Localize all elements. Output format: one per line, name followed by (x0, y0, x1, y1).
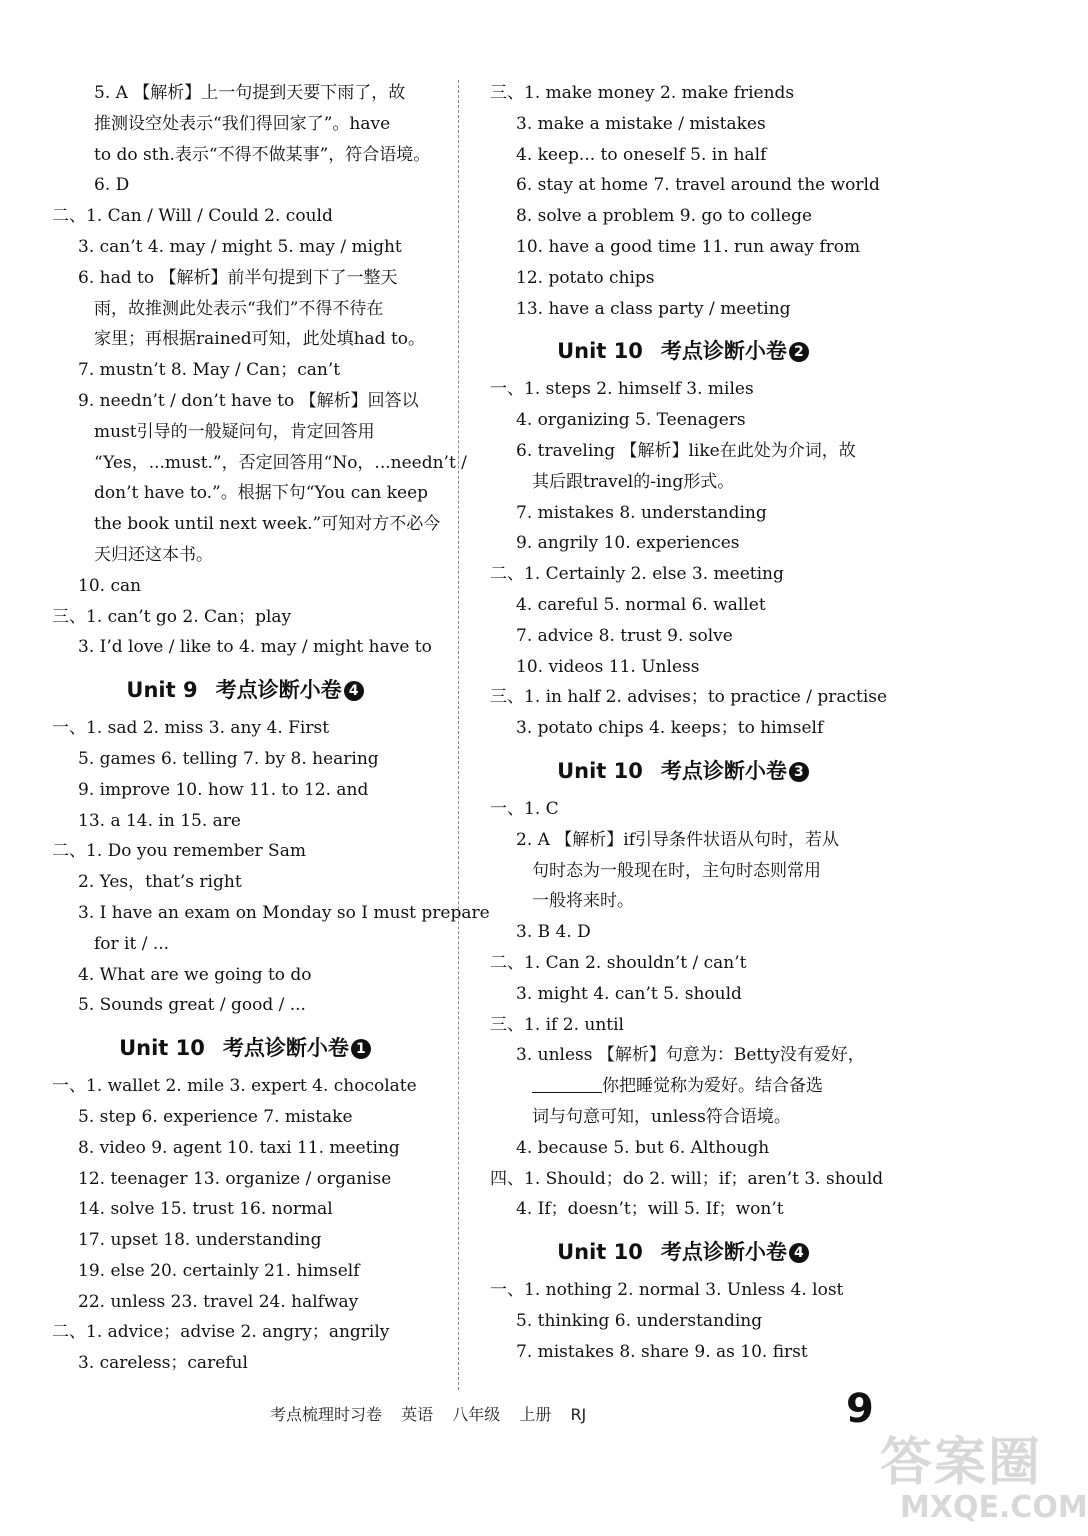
answer-text: 二、1. advice；advise 2. angry；angrily (52, 1322, 390, 1343)
left-column (40, 78, 490, 1379)
answer-line (478, 794, 888, 825)
answer-line (40, 713, 450, 744)
answer-text: 3. make a mistake / mistakes (516, 113, 766, 134)
footer-volume: 上册 (519, 1405, 552, 1424)
answer-line (40, 294, 450, 325)
quiz-title: 考点诊断小卷 (215, 678, 342, 703)
answer-line (478, 1306, 888, 1337)
answer-text: 17. upset 18. understanding (78, 1230, 322, 1251)
answer-text: 8. solve a problem 9. go to college (516, 206, 813, 227)
answer-text: 4. If；doesn’t；will 5. If；won’t (516, 1199, 784, 1220)
answer-line (478, 1164, 888, 1195)
answer-line (40, 806, 450, 837)
answer-text: 9. improve 10. how 11. to 12. and (78, 779, 369, 800)
column-divider (458, 80, 459, 1390)
answer-line (478, 1010, 888, 1041)
answer-line (478, 652, 888, 683)
answer-line (478, 78, 888, 109)
answer-line (40, 836, 450, 867)
watermark-logo (870, 1420, 1088, 1530)
answer-line (40, 448, 467, 479)
answer-line (478, 140, 888, 171)
answer-text: 推测设空处表示“我们得回家了”。have (94, 113, 391, 134)
answer-text: 家里；再根据rained可知，此处填had to。 (94, 329, 426, 350)
answer-line (478, 886, 888, 917)
quiz-number-badge: 4 (789, 1243, 809, 1263)
answer-text: 5. A 【解析】上一句提到天要下雨了，故 (94, 83, 406, 103)
answer-line (478, 559, 888, 590)
answer-text: 13. have a class party / meeting (516, 298, 791, 319)
answer-text: 10. videos 11. Unless (516, 656, 700, 677)
unit-heading (478, 1231, 888, 1273)
answer-line (478, 948, 888, 979)
answer-text: 雨，故推测此处表示“我们”不得不待在 (94, 298, 384, 319)
answer-line (40, 990, 450, 1021)
answer-line (478, 1133, 888, 1164)
quiz-number-badge: 1 (351, 1039, 371, 1059)
answer-line (40, 1348, 450, 1379)
footer (270, 1402, 600, 1425)
answer-text: 词与句意可知，unless符合语境。 (532, 1106, 791, 1127)
answer-text: 9. angrily 10. experiences (516, 533, 740, 554)
quiz-title: 考点诊断小卷 (660, 1240, 787, 1265)
answer-line (40, 170, 450, 201)
answer-line (40, 386, 450, 417)
answer-text: 句时态为一般现在时，主句时态则常用 (532, 860, 821, 881)
answer-line (478, 232, 888, 263)
answer-text: 19. else 20. certainly 21. himself (78, 1260, 360, 1281)
answer-text: 三、1. make money 2. make friends (490, 83, 795, 103)
page-number: 9 (846, 1386, 874, 1432)
answer-line (40, 1317, 450, 1348)
answer-text: 4. careful 5. normal 6. wallet (516, 594, 766, 615)
watermark-text-top: 答案圈 (880, 1433, 1043, 1493)
answer-line (478, 1040, 888, 1071)
answer-line (478, 294, 888, 325)
answer-text: 3. I have an exam on Monday so I must prepare (78, 902, 490, 923)
answer-text: 3. B 4. D (516, 922, 591, 943)
quiz-title: 考点诊断小卷 (660, 758, 787, 783)
answer-text: 14. solve 15. trust 16. normal (78, 1199, 333, 1220)
answer-line (40, 78, 450, 109)
answer-line (478, 109, 888, 140)
answer-text: 一、1. C (490, 798, 559, 819)
answer-text: for it / ... (94, 933, 170, 954)
unit-label: Unit 10 (557, 758, 643, 783)
answer-line (478, 825, 888, 856)
answer-line (40, 509, 450, 540)
answer-text: 一、1. sad 2. miss 3. any 4. First (52, 718, 330, 739)
answer-text: 9. needn’t / don’t have to 【解析】回答以 (78, 390, 419, 411)
answer-text: 5. Sounds great / good / ... (78, 995, 306, 1016)
quiz-title: 考点诊断小卷 (222, 1036, 349, 1061)
answer-line (40, 929, 450, 960)
quiz-number-badge: 3 (789, 762, 809, 782)
answer-text: 3. I’d love / like to 4. may / might have to (78, 637, 432, 658)
unit-label: Unit 10 (557, 1240, 643, 1265)
footer-edition: RJ (570, 1405, 587, 1424)
answer-text: 4. organizing 5. Teenagers (516, 410, 746, 431)
answer-text: 二、1. Can / Will / Could 2. could (52, 206, 333, 227)
answer-text: 22. unless 23. travel 24. halfway (78, 1291, 359, 1312)
quiz-number-badge: 4 (344, 681, 364, 701)
unit-heading (40, 669, 450, 711)
footer-book-title: 考点梳理时习卷 (270, 1405, 383, 1424)
answer-line (478, 263, 888, 294)
answer-line (40, 109, 450, 140)
answer-line (478, 1194, 888, 1225)
answer-text: 8. video 9. agent 10. taxi 11. meeting (78, 1137, 400, 1158)
answer-line (40, 1256, 450, 1287)
answer-line (478, 682, 888, 713)
answer-line (478, 467, 888, 498)
answer-line (478, 917, 888, 948)
answer-line (40, 478, 450, 509)
answer-line (478, 590, 888, 621)
answer-text: 10. can (78, 575, 142, 596)
watermark-text-bottom: MXQE.COM (900, 1490, 1088, 1525)
answer-text: 二、1. Certainly 2. else 3. meeting (490, 564, 784, 585)
footer-grade: 八年级 (452, 1405, 501, 1424)
answer-line (40, 1194, 450, 1225)
answer-line (478, 856, 888, 887)
answer-text: 2. Yes，that’s right (78, 872, 242, 893)
answer-text: 其后跟travel的-ing形式。 (532, 471, 735, 492)
answer-text: 一、1. wallet 2. mile 3. expert 4. chocolate (52, 1076, 417, 1097)
unit-label: Unit 10 (119, 1036, 205, 1061)
answer-text: 4. because 5. but 6. Although (516, 1137, 770, 1158)
answer-text: 3. potato chips 4. keeps；to himself (516, 718, 824, 739)
answer-text: “Yes，...must.”，否定回答用“No，...needn’t / (94, 452, 467, 473)
unit-heading (40, 1027, 450, 1069)
answer-line (478, 201, 888, 232)
answer-text: 7. mistakes 8. understanding (516, 502, 767, 523)
unit-heading (478, 330, 888, 372)
answer-text: 3. unless 【解析】句意为：Betty没有爱好， (516, 1045, 865, 1066)
answer-line (478, 1102, 888, 1133)
answer-line (40, 571, 450, 602)
answer-text: must引导的一般疑问句，肯定回答用 (94, 421, 375, 442)
answer-line (40, 1071, 450, 1102)
answer-text: 4. keep... to oneself 5. in half (516, 144, 767, 165)
answer-text: 三、1. can’t go 2. Can；play (52, 606, 292, 627)
answer-text: 5. step 6. experience 7. mistake (78, 1106, 353, 1127)
answer-line (40, 140, 450, 171)
answer-line (40, 324, 450, 355)
answer-text: 二、1. Do you remember Sam (52, 841, 306, 862)
answer-text: 一、1. steps 2. himself 3. miles (490, 379, 754, 400)
answer-text: 13. a 14. in 15. are (78, 810, 241, 831)
answer-line (40, 263, 450, 294)
answer-text: 3. careless；careful (78, 1353, 248, 1374)
answer-text: to do sth.表示“不得不做某事”，符合语境。 (94, 144, 431, 165)
answer-text: the book until next week.”可知对方不必今 (94, 514, 441, 535)
answer-line (478, 405, 888, 436)
answer-line (478, 436, 888, 467)
answer-line (478, 1071, 888, 1102)
answer-line (478, 621, 888, 652)
answer-line (40, 775, 450, 806)
answer-line (40, 1287, 450, 1318)
answer-text: 5. thinking 6. understanding (516, 1310, 763, 1331)
answer-line (40, 201, 450, 232)
answer-line (478, 1337, 888, 1368)
answer-line (40, 355, 450, 386)
answer-text: 你把睡觉称为爱好。结合备选 (602, 1076, 823, 1097)
answer-text: 四、1. Should；do 2. will；if；aren’t 3. should (490, 1168, 884, 1189)
answer-line (40, 540, 450, 571)
answer-text: 5. games 6. telling 7. by 8. hearing (78, 748, 379, 769)
answer-line (478, 528, 888, 559)
answer-text: 三、1. in half 2. advises；to practice / practise (490, 687, 888, 708)
answer-text: 三、1. if 2. until (490, 1014, 624, 1035)
answer-line (478, 713, 888, 744)
answer-line (40, 1225, 450, 1256)
answer-text: 6. had to 【解析】前半句提到下了一整天 (78, 267, 398, 288)
answer-text: 6. D (94, 175, 130, 196)
answer-text: don’t have to.”。根据下句“You can keep (94, 483, 429, 504)
answer-line (40, 232, 450, 263)
answer-text: 天归还这本书。 (94, 544, 213, 565)
quiz-number-badge: 2 (789, 342, 809, 362)
unit-label: Unit 9 (126, 678, 198, 703)
answer-line (40, 632, 450, 663)
answer-line (40, 1164, 450, 1195)
answer-line (40, 867, 450, 898)
answer-line (478, 374, 888, 405)
answer-text: 6. traveling 【解析】like在此处为介词，故 (516, 440, 856, 461)
answer-text: 2. A 【解析】if引导条件状语从句时，若从 (516, 829, 840, 850)
footer-subject: 英语 (401, 1405, 434, 1424)
answer-text: 一、1. nothing 2. normal 3. Unless 4. lost (490, 1280, 844, 1301)
answer-text: 7. mustn’t 8. May / Can；can’t (78, 360, 341, 381)
answer-text: 4. What are we going to do (78, 964, 312, 985)
answer-text: 12. teenager 13. organize / organise (78, 1168, 392, 1189)
answer-line (40, 744, 450, 775)
answer-line (40, 960, 450, 991)
unit-label: Unit 10 (557, 339, 643, 364)
answer-text: 7. advice 8. trust 9. solve (516, 625, 733, 646)
fill-blank (532, 1074, 602, 1093)
answer-line (478, 979, 888, 1010)
answer-text: 3. can’t 4. may / might 5. may / might (78, 236, 402, 257)
answer-line (40, 898, 490, 929)
answer-text: 一般将来时。 (532, 891, 634, 912)
answer-text: 二、1. Can 2. shouldn’t / can’t (490, 952, 747, 973)
right-column (478, 78, 888, 1367)
unit-heading (478, 750, 888, 792)
answer-line (40, 1102, 450, 1133)
quiz-title: 考点诊断小卷 (660, 339, 787, 364)
answer-text: 6. stay at home 7. travel around the world (516, 175, 880, 196)
answer-line (40, 417, 450, 448)
answer-text: 3. might 4. can’t 5. should (516, 983, 742, 1004)
answer-line (478, 170, 888, 201)
answer-text: 12. potato chips (516, 267, 655, 288)
answer-line (40, 602, 450, 633)
answer-text: 7. mistakes 8. share 9. as 10. first (516, 1341, 808, 1362)
answer-line (478, 1275, 888, 1306)
answer-line (40, 1133, 450, 1164)
answer-text: 10. have a good time 11. run away from (516, 236, 861, 257)
answer-line (478, 498, 888, 529)
